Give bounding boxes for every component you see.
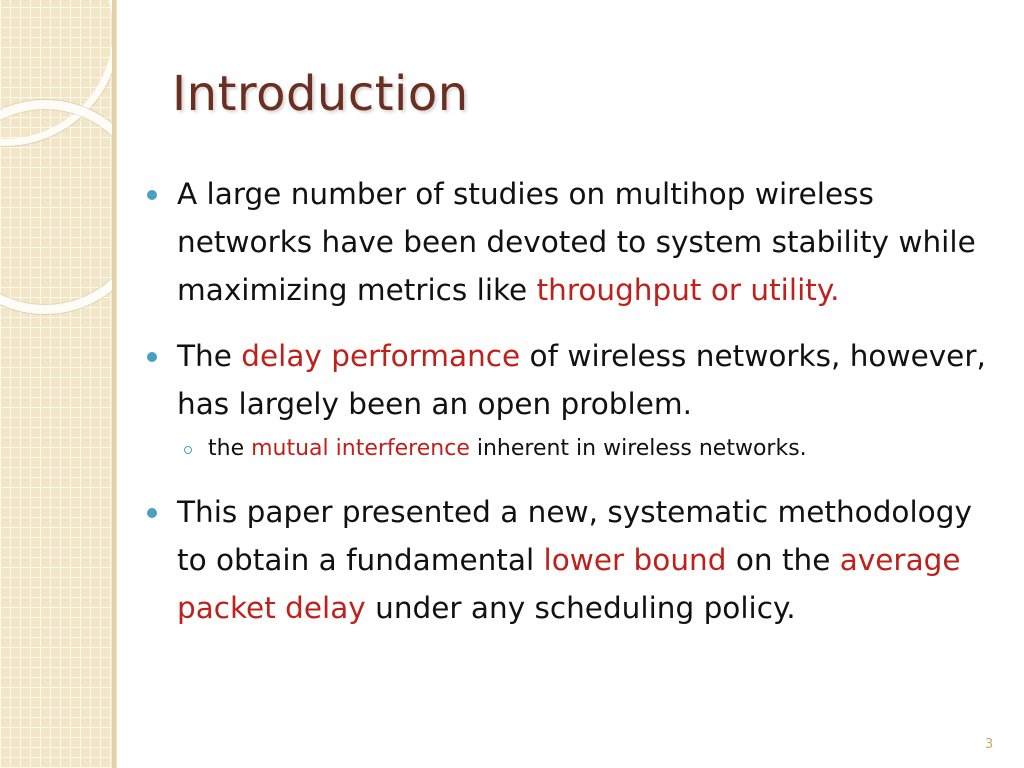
decorative-ring-middle [0,100,112,314]
bullet-item-1 [140,170,1010,314]
slide-number: 3 [985,737,994,752]
bullet-item-3 [140,488,1010,632]
slide-content [140,170,1010,650]
slide-title: Introduction [172,66,469,122]
bullet-text: under any scheduling policy. [365,591,796,625]
highlighted-text: throughput or utility. [536,273,840,307]
highlighted-text: average packet delay [177,543,961,625]
bullet-text: on the [726,543,840,577]
sub-bullet-text: inherent in wireless networks. [469,436,807,461]
sub-bullet-text: the [208,436,252,461]
sub-bullet-marker-icon [184,446,192,454]
decorative-side-panel [0,0,112,768]
bullet-marker-icon [147,352,157,362]
highlighted-text: mutual interference [251,436,470,461]
bullet-marker-icon [147,508,157,518]
side-panel-border-light [116,0,117,768]
highlighted-text: delay performance [241,339,521,373]
bullet-marker-icon [147,190,157,200]
bullet-text: The [177,339,242,373]
bullet-text: of wireless networks, however, has largely been an open problem. [177,339,986,421]
bullet-text: A large number of studies on multihop wireless networks have been devoted to system stability while maximizing metrics like [177,177,976,307]
bullet-text: This paper presented a new, systematic methodology to obtain a fundamental [177,495,972,577]
bullet-item-2 [140,332,1010,428]
sub-bullet-item [140,434,1010,464]
highlighted-text: lower bound [543,543,727,577]
